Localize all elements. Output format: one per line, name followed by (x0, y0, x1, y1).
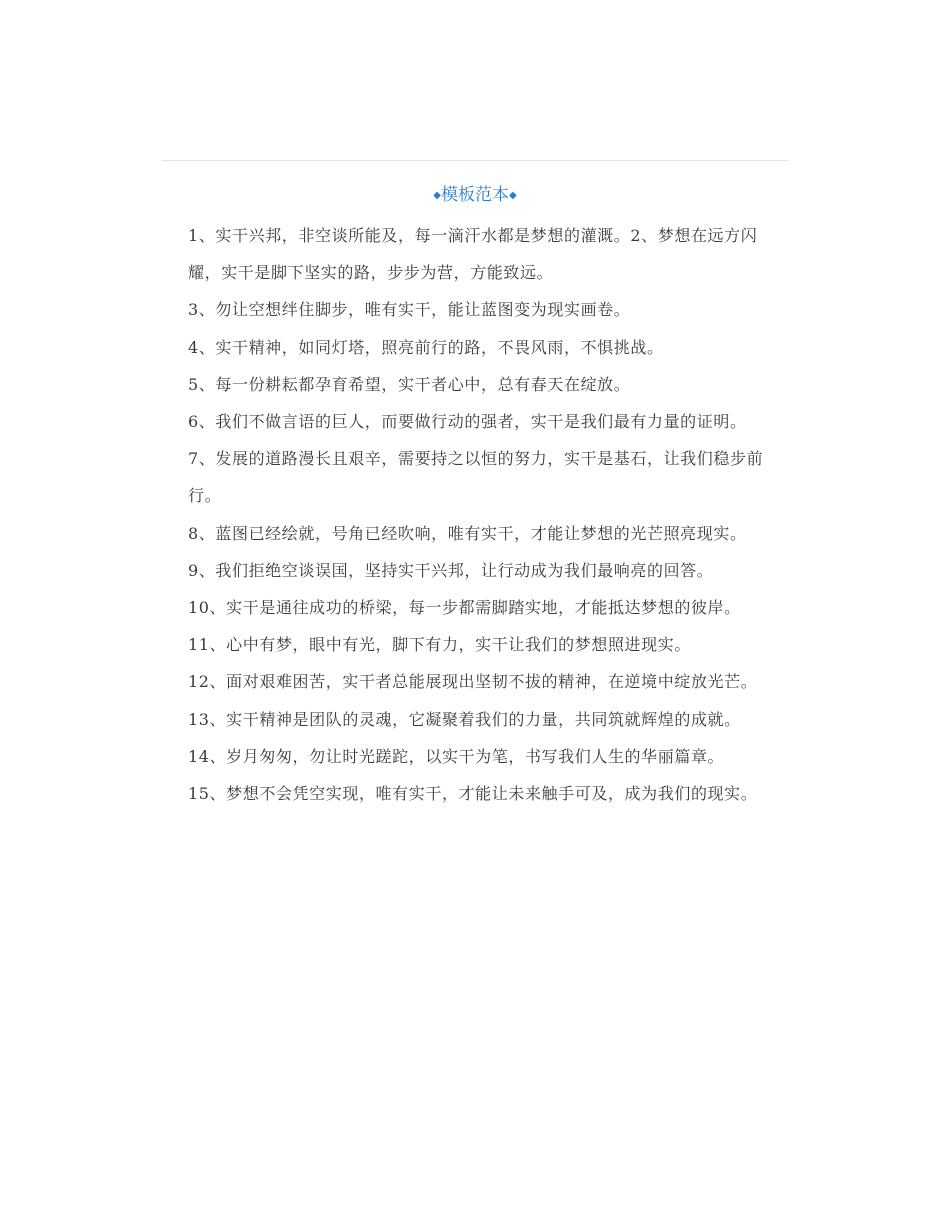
left-diamond-icon: ◆ (433, 190, 441, 201)
list-item: 3、勿让空想绊住脚步，唯有实干，能让蓝图变为现实画卷。 (188, 300, 631, 320)
list-item: 9、我们拒绝空谈误国，坚持实干兴邦，让行动成为我们最响亮的回答。 (188, 560, 714, 580)
right-diamond-icon: ◆ (509, 190, 517, 201)
list-item: 11、心中有梦，眼中有光，脚下有力，实干让我们的梦想照进现实。 (188, 635, 691, 655)
list-item: 6、我们不做言语的巨人，而要做行动的强者，实干是我们最有力量的证明。 (188, 412, 747, 432)
list-item: 5、每一份耕耘都孕育希望，实干者心中，总有春天在绽放。 (188, 374, 631, 394)
list-item: 1、实干兴邦，非空谈所能及，每一滴汗水都是梦想的灌溉。2、梦想在远方闪耀，实干是脚下坚实的路，步步为营，方能致远。 (188, 226, 758, 283)
heading-title: 模板范本 (441, 185, 509, 205)
top-divider (162, 160, 788, 161)
list-item: 7、发展的道路漫长且艰辛，需要持之以恒的努力，实干是基石，让我们稳步前行。 (188, 449, 764, 506)
list-item: 15、梦想不会凭空实现，唯有实干，才能让未来触手可及，成为我们的现实。 (188, 784, 758, 804)
quote-list (188, 217, 764, 812)
list-item: 13、实干精神是团队的灵魂，它凝聚着我们的力量，共同筑就辉煌的成就。 (188, 709, 741, 729)
list-item: 10、实干是通往成功的桥梁，每一步都需脚踏实地，才能抵达梦想的彼岸。 (188, 598, 741, 618)
section-heading (162, 182, 788, 209)
list-item: 12、面对艰难困苦，实干者总能展现出坚韧不拔的精神，在逆境中绽放光芒。 (188, 672, 758, 692)
list-item: 8、蓝图已经绘就，号角已经吹响，唯有实干，才能让梦想的光芒照亮现实。 (188, 523, 747, 543)
list-item: 14、岁月匆匆，勿让时光蹉跎，以实干为笔，书写我们人生的华丽篇章。 (188, 746, 725, 766)
list-item: 4、实干精神，如同灯塔，照亮前行的路，不畏风雨，不惧挑战。 (188, 337, 664, 357)
